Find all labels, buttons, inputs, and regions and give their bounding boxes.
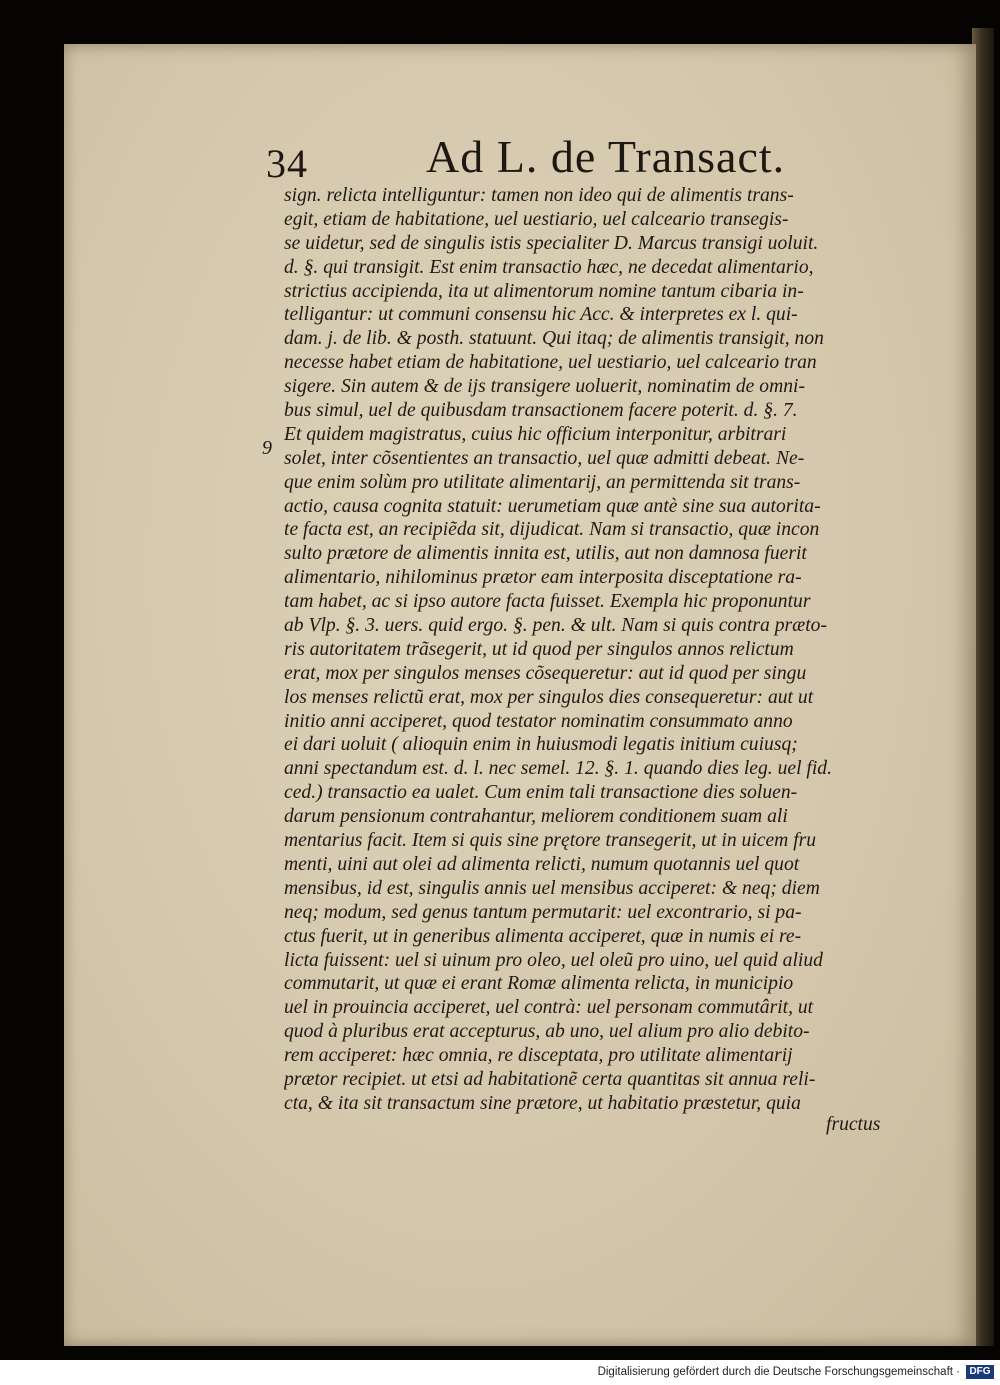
text-line: egit, etiam de habitatione, uel uestiario, uel calceario transegis-	[284, 208, 789, 230]
text-line: anni spectandum est. d. l. nec semel. 12. §. 1. quando dies leg. uel fid.	[284, 758, 832, 780]
digitization-credit: Digitalisierung gefördert durch die Deutsche Forschungsgemeinschaft ·	[597, 1366, 960, 1378]
text-line: menti, uini aut olei ad alimenta relicti, numum quotannis uel quot	[284, 853, 800, 875]
footer-bar	[0, 1360, 1000, 1385]
text-line: quod à pluribus erat accepturus, ab uno, uel alium pro alio debito-	[284, 1021, 810, 1043]
text-line: sulto prætore de alimentis innita est, utilis, aut non damnosa fuerit	[284, 543, 807, 565]
text-line: rem acciperet: hæc omnia, re disceptata, pro utilitate alimentarij	[284, 1045, 793, 1067]
text-line: ced.) transactio ea ualet. Cum enim tali transactione dies soluen-	[284, 782, 798, 804]
text-line: telligantur: ut communi consensu hic Acc. & interpretes ex l. qui-	[284, 304, 798, 326]
dfg-logo-icon: DFG	[966, 1365, 994, 1379]
text-line: mentarius facit. Item si quis sine prętore transegerit, ut in uicem fru	[284, 830, 817, 852]
text-line: neq; modum, sed genus tantum permutarit: uel excontrario, si pa-	[284, 901, 802, 923]
text-line: ei dari uoluit ( alioquin enim in huiusmodi legatis initium cuiusq;	[284, 734, 798, 756]
text-line: sign. relicta intelliguntur: tamen non ideo qui de alimentis trans-	[284, 185, 794, 206]
text-line: ab Vlp. §. 3. uers. quid ergo. §. pen. & ult. Nam si quis contra præto-	[284, 615, 827, 637]
page-header	[266, 130, 786, 190]
text-line: darum pensionum contrahantur, meliorem conditionem suam ali	[284, 806, 788, 828]
text-line: solet, inter cõsentientes an transactio, uel quæ admitti debeat. Ne-	[284, 447, 805, 469]
text-line: bus simul, uel de quibusdam transactionem facere poterit. d. §. 7.	[284, 400, 798, 422]
text-line: ris autoritatem trãsegerit, ut id quod per singulos annos relictum	[284, 638, 794, 660]
text-line: dam. j. de lib. & posth. statuunt. Qui itaq; de alimentis transigit, non	[284, 328, 824, 350]
text-line: te facta est, an recipiẽda sit, dijudicat. Nam si transactio, quæ incon	[284, 519, 820, 541]
text-line: initio anni acciperet, quod testator nominatim consummato anno	[284, 710, 793, 732]
page-number: 34	[266, 141, 308, 186]
catchword: fructus	[826, 1114, 881, 1135]
text-line: uel in prouincia acciperet, uel contrà: uel personam commutârit, ut	[284, 997, 814, 1019]
text-line: se uidetur, sed de singulis istis specialiter D. Marcus transigi uoluit.	[284, 232, 819, 254]
text-line: Et quidem magistratus, cuius hic officium interponitur, arbitrari	[284, 423, 787, 445]
text-line: actio, causa cognita statuit: uerumetiam quæ antè sine sua autorita-	[284, 495, 821, 517]
margin-section-number: 9	[262, 437, 272, 459]
text-line: ctus fuerit, ut in generibus alimenta acciperet, quæ in numis ei re-	[284, 925, 802, 947]
text-line: que enim solùm pro utilitate alimentarij, an permittenda sit trans-	[284, 471, 801, 493]
text-line: erat, mox per singulos menses cõsequeretur: aut id quod per singu	[284, 662, 807, 684]
text-line: mensibus, id est, singulis annis uel mensibus acciperet: & neq; diem	[284, 877, 820, 899]
text-line: tam habet, ac si ipso autore facta fuisset. Exempla hic proponuntur	[284, 591, 811, 613]
text-line: prætor recipiet. ut etsi ad habitationẽ certa quantitas sit annua reli-	[284, 1068, 816, 1090]
text-line: strictius accipienda, ita ut alimentorum nomine tantum cibaria in-	[284, 280, 804, 302]
text-line: los menses relictũ erat, mox per singulos dies consequeretur: aut ut	[284, 686, 814, 708]
text-line: d. §. qui transigit. Est enim transactio hæc, ne decedat alimentario,	[284, 256, 814, 278]
text-line: necesse habet etiam de habitatione, uel uestiario, uel calceario tran	[284, 352, 817, 374]
text-line: sigere. Sin autem & de ijs transigere uoluerit, nominatim de omni-	[284, 376, 805, 398]
body-text	[284, 184, 904, 1116]
text-line: cta, & ita sit transactum sine prætore, ut habitatio præstetur, quia	[284, 1092, 801, 1114]
running-title: Ad L. de Transact.	[426, 131, 786, 182]
text-line: licta fuissent: uel si uinum pro oleo, uel oleũ pro uino, uel quid aliud	[284, 949, 823, 971]
text-line: alimentario, nihilominus prætor eam interposita disceptatione ra-	[284, 567, 802, 589]
text-line: commutarit, ut quæ ei erant Romæ alimenta relicta, in municipio	[284, 973, 794, 995]
